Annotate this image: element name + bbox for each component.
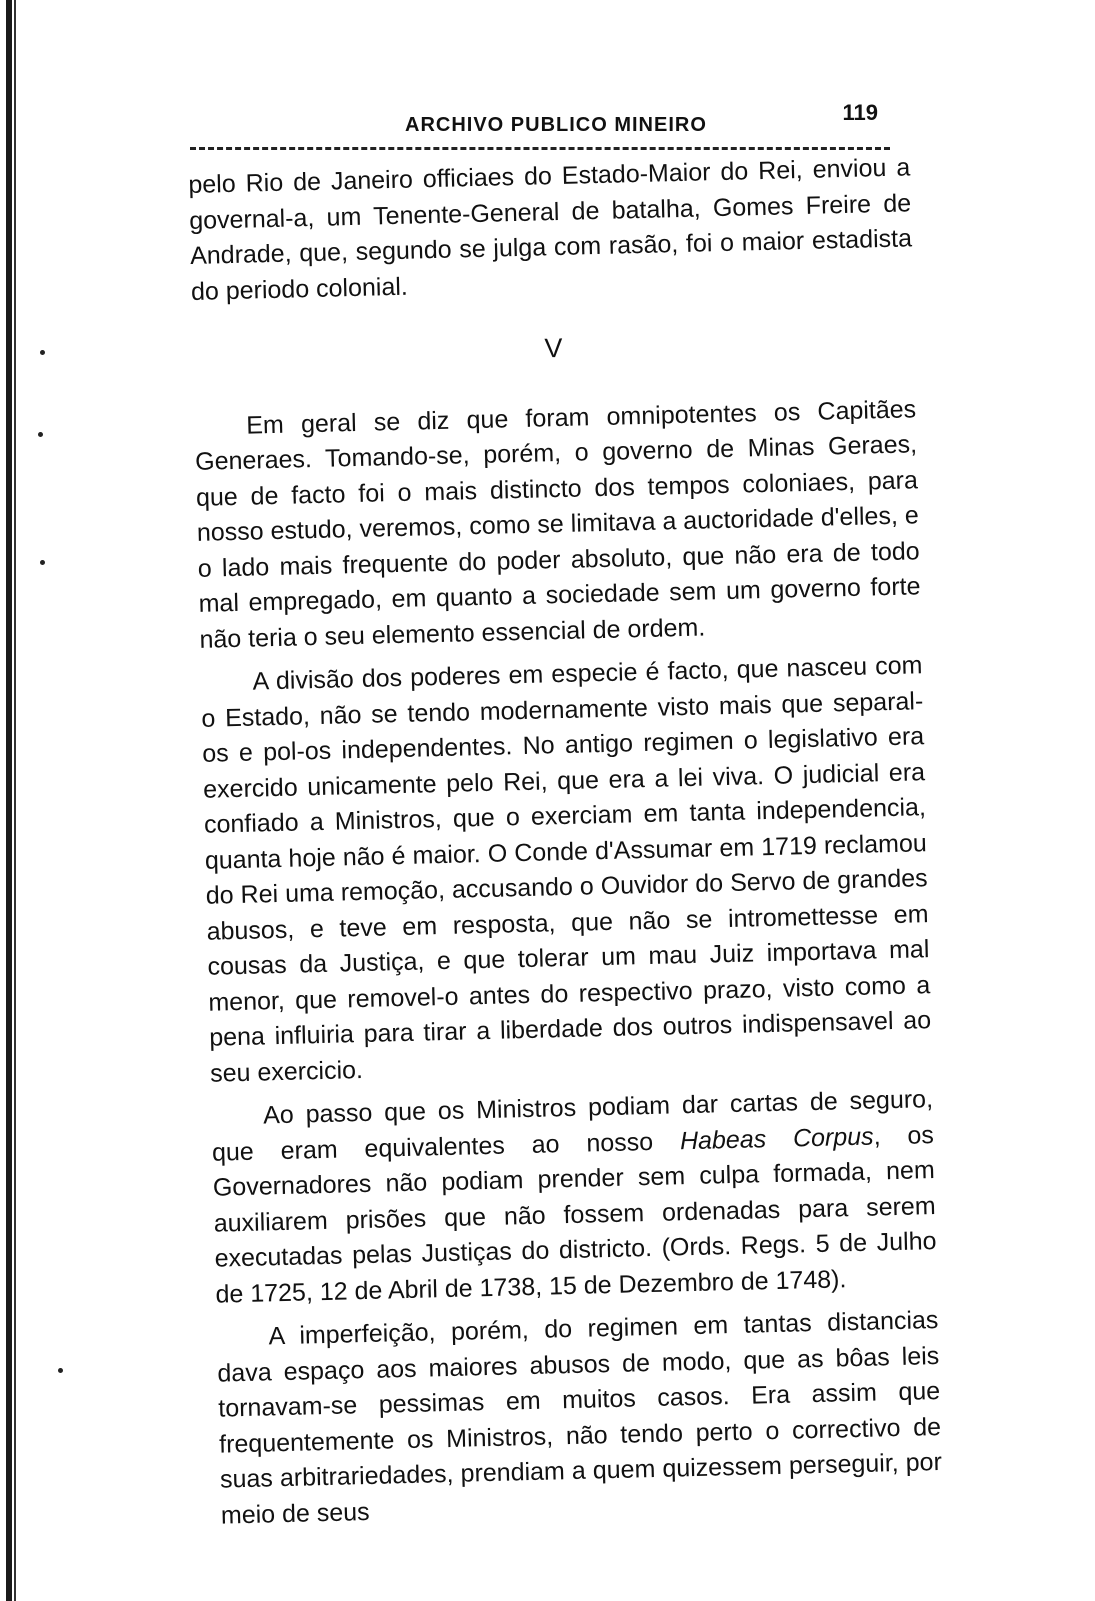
paragraph: A imperfeição, porém, do regimen em tantas distancias dava espaço aos maiores abusos de modo, que as bôas leis tornavam-se pessimas em muitos casos. Era assim que frequentemente os Ministros, não tendo perto o correctivo de suas arbitrariedades, prendiam a quem quizessem perseguir, por meio de seus (217, 1306, 943, 1530)
scan-speck (40, 350, 45, 355)
paragraph-text: , os Governadores não podiam prender sem culpa formada, nem auxiliarem prisões que não fossem ordenadas para serem executadas pelas Justiças do districto. (Ords. Regs. 5 de Julho de 1725, 12 de Abril de 1738, 15 de Dezembro de 1748). (212, 1120, 937, 1309)
latin-term: Habeas Corpus (679, 1122, 874, 1155)
paragraph-text: Ao passo que os Ministros podiam dar cartas de seguro, que eram equivalentes ao nosso (211, 1085, 934, 1167)
paragraph: Em geral se diz que foram omnipotentes os Capitães Generaes. Tomando-se, porém, o governo de Minas Geraes, que de facto foi o mais distincto dos tempos coloniaes, para nosso estudo, veremos, como se limitava a auctoridade d'elles, e o lado mais frequente do poder absoluto, que não era de todo mal empregado, em quanto a sociedade sem um governo forte não teria o seu elemento essencial de ordem. (194, 394, 921, 654)
running-title: ARCHIVO PUBLICO MINEIRO (405, 114, 707, 136)
body-text (188, 150, 943, 1533)
section-heading: V (544, 332, 563, 364)
page-header (190, 92, 890, 156)
paragraph: A divisão dos poderes em especie é facto, que nasceu com o Estado, não se tendo modernamente visto mais que separal-os e pol-os independentes. No antigo regimen o legislativo era exercido unicamente pelo Rei, que era a lei viva. O judicial era confiado a Ministros, que o exerciam em tanta independencia, quanta hoje não é maior. O Conde d'Assumar em 1719 reclamou do Rei uma remoção, accusando o Ouvidor do Servo de grandes abusos, e teve em resposta, que não se intromettesse em cousas da Justiça, e que tolerar um mau Juiz importava mal menor, que removel-o antes do respectivo prazo, visto como a pena influiria para tirar a liberdade dos outros indispensavel ao seu exercicio. (201, 651, 932, 1088)
scan-speck (40, 560, 45, 565)
binding-edge (6, 0, 12, 1601)
page-number: 119 (842, 100, 878, 125)
binding-edge-inner (14, 0, 16, 1601)
paragraph (211, 1082, 938, 1313)
scan-speck (58, 1368, 63, 1373)
scan-speck (38, 432, 43, 437)
paragraph: pelo Rio de Janeiro officiaes do Estado-Maior do Rei, enviou a governal-a, um Tenente-General de batalha, Gomes Freire de Andrade, que, segundo se julga com rasão, foi o maior estadista do periodo colonial. (188, 153, 913, 306)
header-rule (190, 143, 890, 150)
